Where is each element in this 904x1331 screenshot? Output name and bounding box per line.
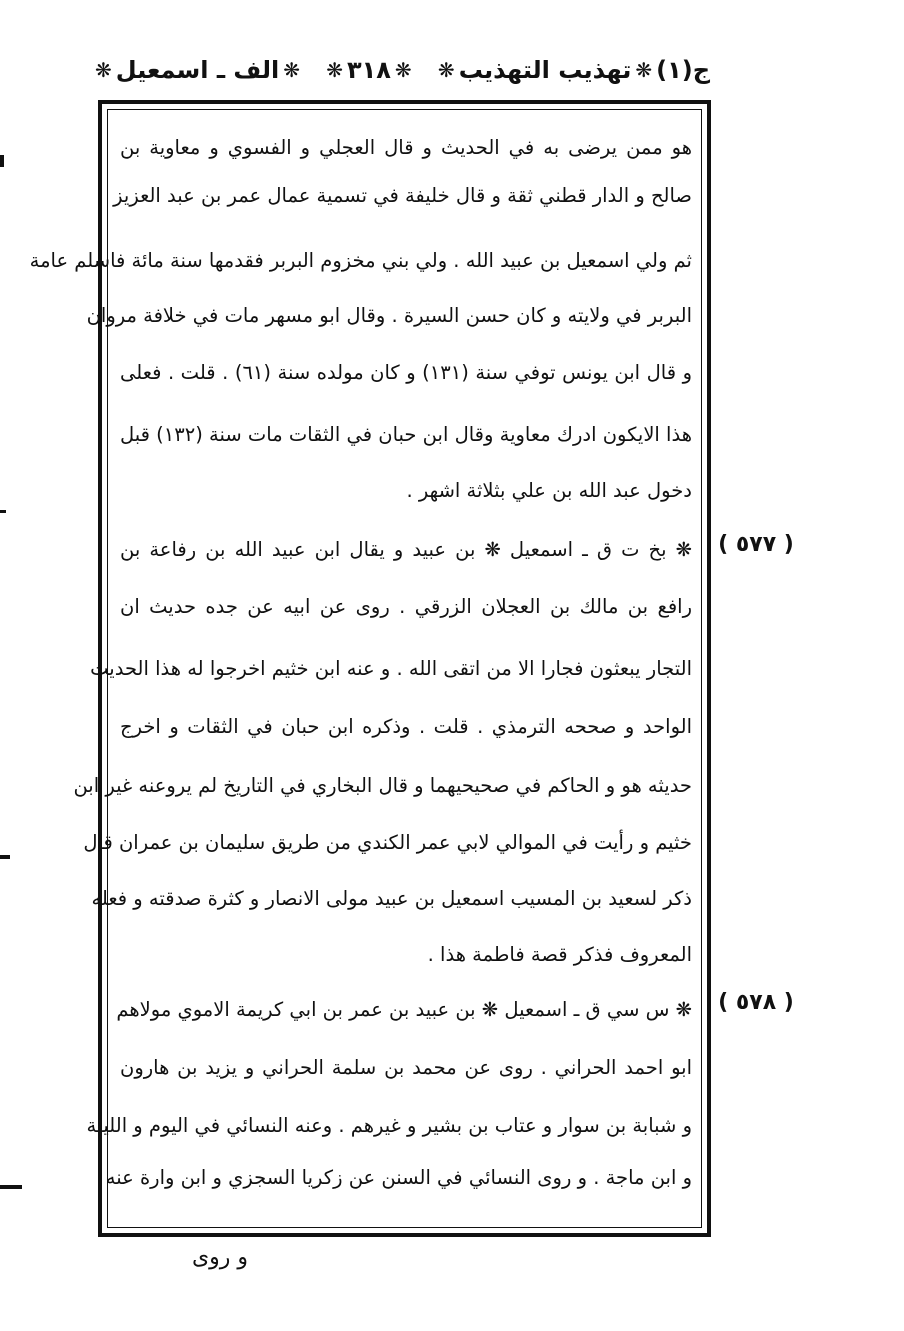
- scan-mark: [0, 510, 6, 513]
- text-line: ذكر لسعيد بن المسيب اسمعيل بن عبيد مولى الانصار و كثرة صدقته و فعله: [91, 887, 692, 910]
- running-header: [95, 50, 710, 90]
- text-line: ثم ولي اسمعيل بن عبيد الله . ولي بني مخزوم البربر فقدمها سنة مائة فاسلم عامة: [29, 249, 692, 272]
- text-line: هذا الايكون ادرك معاوية وقال ابن حبان في الثقات مات سنة (١٣٢) قبل: [120, 423, 692, 446]
- text-line: و شبابة بن سوار و عتاب بن بشير و غيرهم . وعنه النسائي في اليوم و الليلة: [86, 1114, 692, 1137]
- text-line: صالح و الدار قطني ثقة و قال خليفة في تسمية عمال عمر بن عبد العزيز: [113, 184, 692, 207]
- text-line: المعروف فذكر قصة فاطمة هذا .: [427, 943, 692, 966]
- text-line: دخول عبد الله بن علي بثلاثة اشهر .: [406, 479, 692, 502]
- entry-number-578: ( ٥٧٨ ): [718, 990, 794, 1015]
- text-line: هو ممن يرضى به في الحديث و قال العجلي و الفسوي و معاوية بن: [120, 136, 692, 159]
- text-line: البربر في ولايته و كان حسن السيرة . وقال ابو مسهر مات في خلافة مروان: [86, 304, 692, 327]
- text-line: خثيم و رأيت في الموالي لابي عمر الكندي من طريق سليمان بن عمران قال: [83, 831, 692, 854]
- text-line: التجار يبعثون فجارا الا من اتقى الله . و عنه ابن خثيم اخرجوا له هذا الحديث: [90, 657, 692, 680]
- scan-mark: [0, 855, 10, 859]
- section-title: الف ـ اسمعيل: [115, 56, 280, 84]
- scan-mark: [0, 1185, 22, 1189]
- catchword: و روى: [191, 1245, 249, 1270]
- text-line: و ابن ماجة . و روى النسائي في السنن عن زكريا السجزي و ابن وارة عنه: [105, 1166, 692, 1189]
- text-line: الواحد و صححه الترمذي . قلت . وذكره ابن حبان في الثقات و اخرج: [120, 715, 692, 738]
- ornament-icon: ❋: [326, 58, 343, 82]
- book-title: تهذيب التهذيب: [458, 56, 632, 84]
- ornament-icon: ❋: [394, 58, 412, 82]
- ornament-icon: ❋: [95, 58, 112, 82]
- page-number: ٣١٨: [346, 56, 391, 84]
- header-section: [95, 56, 300, 84]
- ornament-icon: ❋: [437, 58, 455, 82]
- ornament-icon: ❋: [283, 58, 300, 82]
- text-line: حديثه هو و الحاكم في صحيحيهما و قال البخاري في التاريخ لم يروعنه غير ابن: [73, 774, 692, 797]
- entry-heading-line: ❋ س سي ق ـ اسمعيل ❋ بن عبيد بن عمر بن ابي كريمة الاموي مولاهم: [116, 998, 692, 1021]
- volume-label: ج(١): [656, 56, 710, 84]
- header-page: [326, 56, 411, 84]
- text-line: و قال ابن يونس توفي سنة (١٣١) و كان مولده سنة (٦١) . قلت . فعلى: [120, 361, 692, 384]
- header-volume-title: [438, 56, 710, 84]
- scan-mark: [0, 155, 4, 167]
- text-line: ابو احمد الحراني . روى عن محمد بن سلمة الحراني و يزيد بن هارون: [120, 1056, 692, 1079]
- text-line: رافع بن مالك بن العجلان الزرقي . روى عن ابيه عن جده حديث ان: [120, 595, 692, 618]
- entry-heading-line: ❋ بخ ت ق ـ اسمعيل ❋ بن عبيد و يقال ابن عبيد الله بن رفاعة بن: [120, 538, 692, 561]
- entry-number-577: ( ٥٧٧ ): [718, 532, 794, 557]
- ornament-icon: ❋: [635, 58, 653, 82]
